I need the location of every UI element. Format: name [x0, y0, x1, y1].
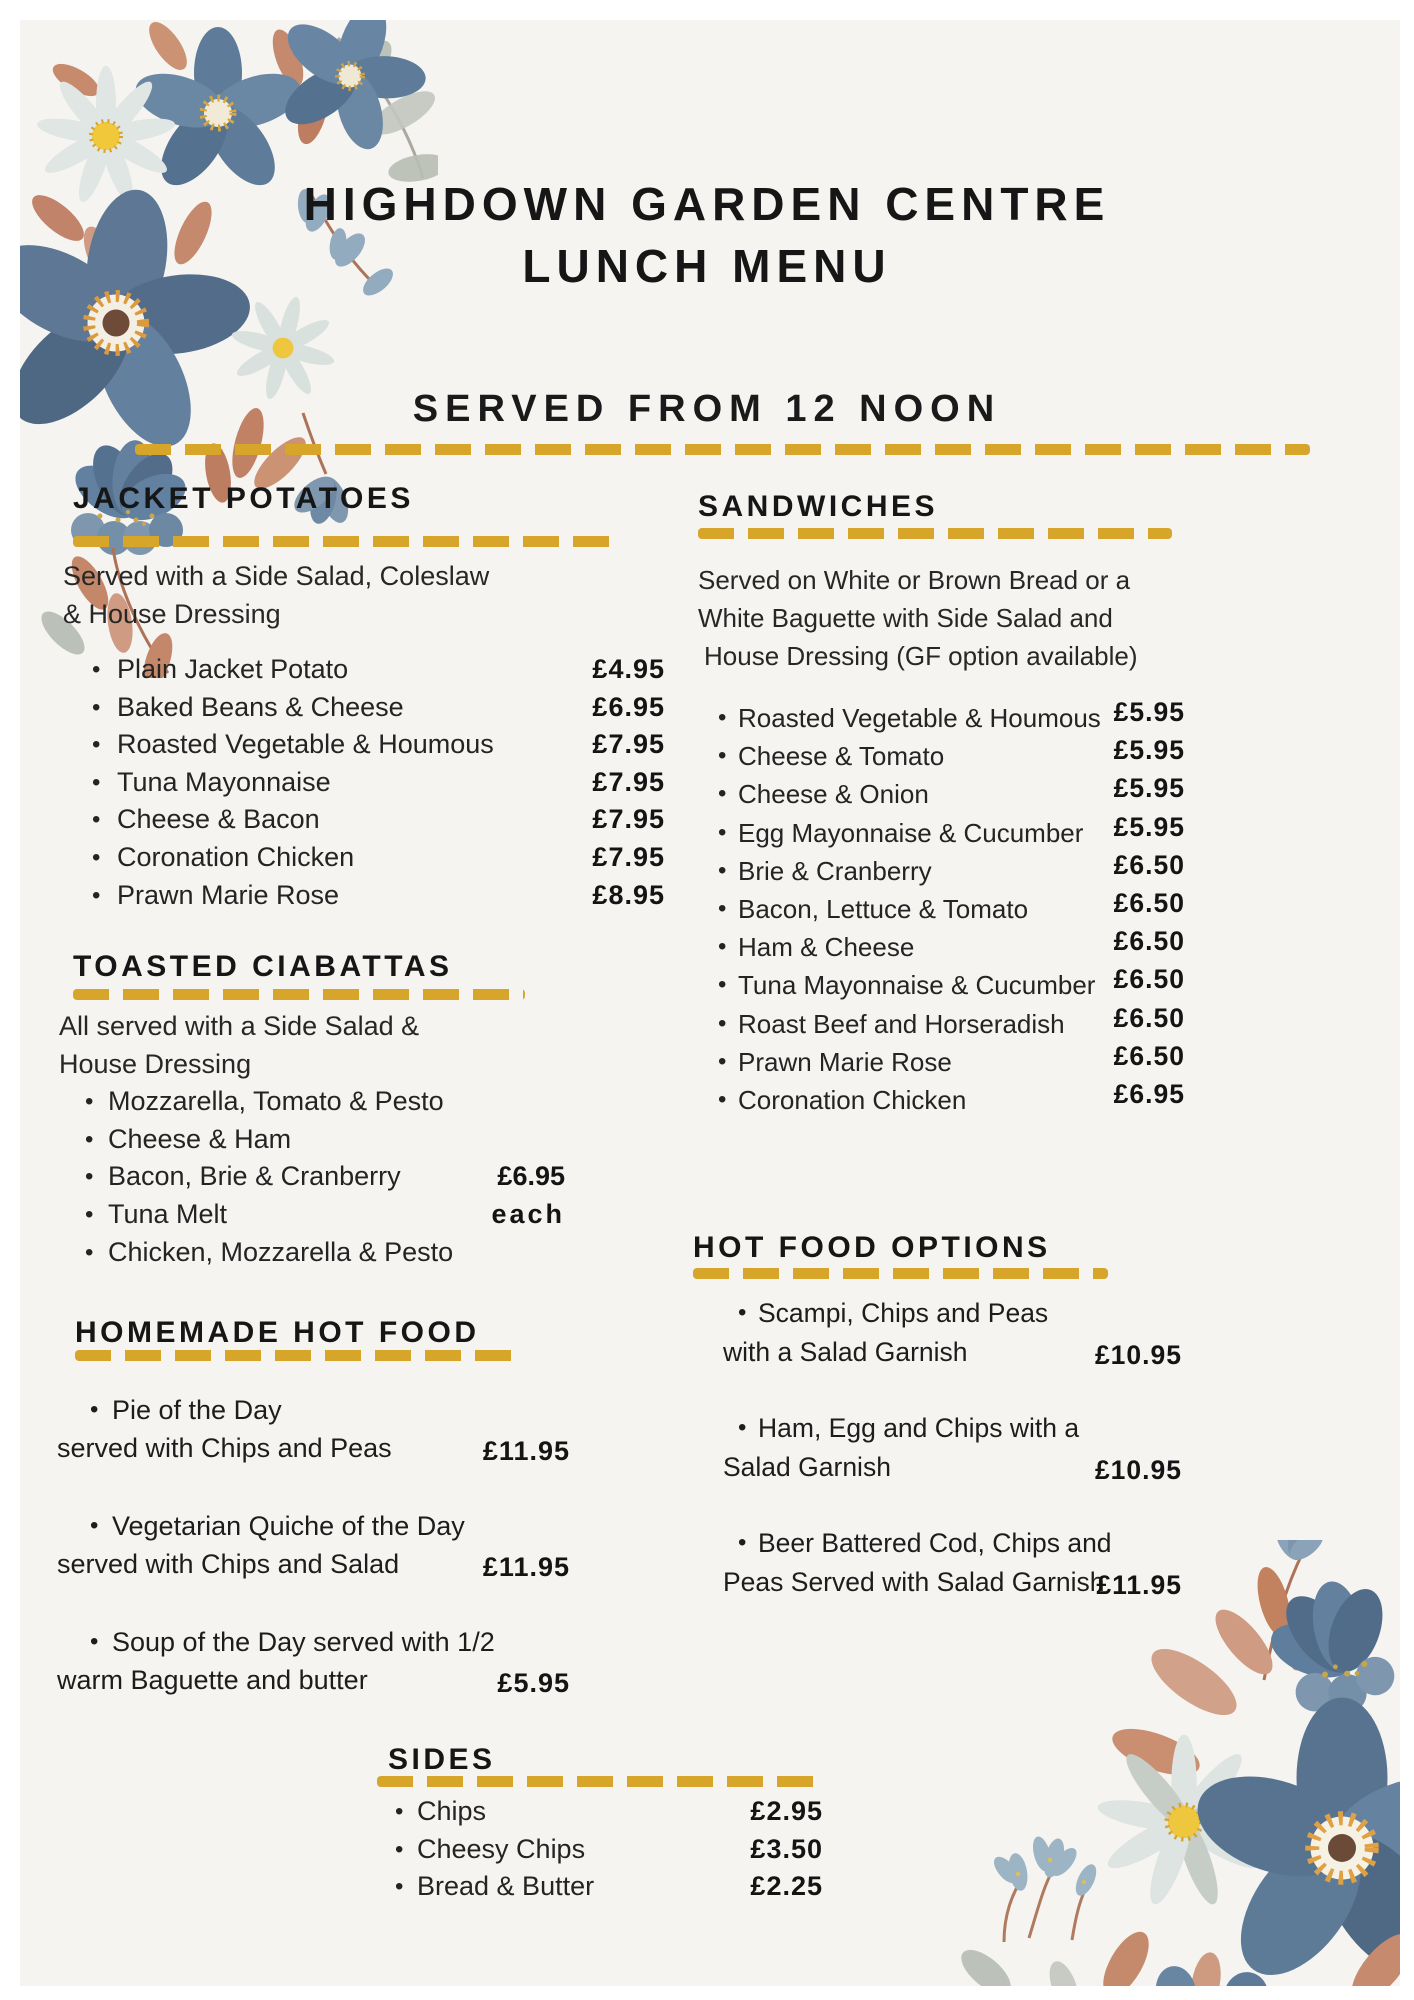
item-price: £10.95 [1094, 1455, 1182, 1485]
item-name: Tuna Melt [108, 1199, 228, 1230]
bullet-icon: • [718, 856, 727, 884]
menu-item [73, 839, 665, 877]
bullet-icon: • [85, 1238, 94, 1266]
menu-item [698, 775, 1185, 813]
section-toasted-ciabattas [59, 948, 565, 1272]
item-name: Bacon, Brie & Cranberry [108, 1161, 401, 1192]
menu-item [698, 1002, 1185, 1043]
item-name: Egg Mayonnaise & Cucumber [738, 817, 1084, 848]
section-description: Served on White or Brown Bread or a White Baguette with Side Salad and House Dressing (GF option available) [698, 565, 1138, 671]
gold-dashed-divider [73, 536, 618, 547]
section-description: All served with a Side Salad & House Dressing [59, 1011, 420, 1079]
item-price: £11.95 [482, 1436, 570, 1466]
bullet-icon: • [90, 1396, 99, 1423]
item-price: £11.95 [1096, 1570, 1182, 1600]
item-line1: Pie of the Day [112, 1395, 282, 1425]
item-price: £5.95 [1113, 811, 1185, 842]
item-name: Tuna Mayonnaise & Cucumber [738, 970, 1096, 1001]
bullet-icon: • [90, 1512, 99, 1539]
menu-item [57, 1391, 570, 1467]
menu-item [698, 849, 1185, 890]
bullet-icon: • [92, 881, 101, 909]
item-price: £6.50 [1113, 888, 1185, 919]
item-name: Roasted Vegetable & Houmous [738, 703, 1101, 733]
item-name: Chips [417, 1796, 487, 1826]
section-heading: HOT FOOD OPTIONS [693, 1231, 1051, 1264]
bullet-icon: • [90, 1628, 99, 1655]
item-name: Brie & Cranberry [738, 855, 932, 886]
item-line1: Scampi, Chips and Peas [758, 1298, 1049, 1328]
bullet-icon: • [718, 895, 727, 923]
item-price: £5.95 [497, 1668, 570, 1698]
item-price: £2.25 [750, 1871, 823, 1901]
bullet-icon: • [718, 704, 727, 731]
menu-item [377, 1831, 823, 1869]
bullet-icon: • [718, 780, 727, 808]
menu-item [377, 1793, 823, 1831]
item-line1: Vegetarian Quiche of the Day [112, 1511, 465, 1541]
item-price: £6.95 [592, 691, 665, 722]
item-name: Bread & Butter [417, 1871, 595, 1901]
gold-dashed-divider [698, 528, 1172, 539]
item-line2: served with Chips and Salad [57, 1549, 400, 1579]
item-price: £5.95 [1113, 735, 1185, 766]
bullet-icon: • [395, 1873, 404, 1900]
menu-item [698, 699, 1185, 737]
item-price: £6.50 [1113, 926, 1185, 957]
bullet-icon: • [85, 1125, 94, 1153]
bullet-icon: • [85, 1201, 94, 1229]
menu-item [698, 737, 1185, 775]
item-price: £4.95 [592, 654, 665, 684]
item-name: Coronation Chicken [738, 1085, 967, 1116]
gold-dashed-divider [73, 989, 525, 1000]
section-description: Served with a Side Salad, Coleslaw & House Dressing [63, 561, 490, 629]
item-name: Coronation Chicken [117, 841, 355, 872]
item-price: £7.95 [592, 841, 665, 872]
item-name: Baked Beans & Cheese [117, 691, 404, 722]
menu-item-list [693, 1294, 1182, 1601]
menu-item-list [377, 1793, 823, 1906]
item-line1: Beer Battered Cod, Chips and [758, 1528, 1112, 1558]
section-sides [377, 1744, 823, 1906]
menu-item [73, 651, 665, 689]
item-name: Ham & Cheese [738, 932, 915, 963]
bullet-icon: • [92, 768, 101, 796]
menu-item [698, 890, 1185, 928]
menu-item-list [698, 699, 1185, 1119]
menu-item [693, 1294, 1182, 1371]
bullet-icon: • [738, 1414, 747, 1441]
item-name: Prawn Marie Rose [117, 879, 340, 910]
item-price: £5.95 [1113, 697, 1185, 727]
menu-item [73, 764, 665, 802]
item-name: Cheese & Tomato [738, 741, 945, 772]
menu-item [73, 726, 665, 764]
section-heading: TOASTED CIABATTAS [73, 950, 453, 983]
bullet-icon: • [85, 1163, 94, 1191]
bullet-icon: • [92, 731, 101, 759]
item-line1: Ham, Egg and Chips with a [758, 1413, 1080, 1443]
section-sandwiches [698, 488, 1185, 1119]
item-name: Bacon, Lettuce & Tomato [738, 894, 1029, 925]
item-name: Cheese & Ham [108, 1123, 292, 1154]
item-price: £7.95 [592, 766, 665, 797]
item-price: £8.95 [592, 879, 665, 910]
menu-item [57, 1623, 570, 1699]
menu-item [73, 877, 665, 915]
section-homemade-hot-food [57, 1314, 570, 1739]
item-name: Cheese & Bacon [117, 804, 320, 835]
item-price: £2.95 [750, 1796, 823, 1826]
item-price: £6.95 [1113, 1079, 1185, 1110]
item-price: £6.50 [1113, 964, 1185, 995]
menu-item [693, 1409, 1182, 1486]
menu-item-list [73, 651, 665, 914]
item-name: Roast Beef and Horseradish [738, 1008, 1065, 1039]
bullet-icon: • [92, 806, 101, 834]
item-price: £11.95 [482, 1552, 570, 1582]
bullet-icon: • [738, 1529, 747, 1556]
menu-item [73, 1121, 565, 1159]
bullet-icon: • [92, 693, 101, 721]
item-price: £3.50 [750, 1833, 823, 1864]
item-price: £6.50 [1113, 1002, 1185, 1033]
item-line2: Salad Garnish [723, 1451, 891, 1482]
menu-item [73, 1083, 565, 1121]
item-name: Cheesy Chips [417, 1833, 586, 1864]
menu-title-line2: LUNCH MENU [522, 240, 892, 292]
menu-item-list [57, 1391, 570, 1699]
bullet-icon: • [718, 933, 727, 961]
bullet-icon: • [718, 742, 727, 770]
item-name: Mozzarella, Tomato & Pesto [108, 1086, 444, 1116]
bullet-icon: • [738, 1299, 747, 1326]
item-name: Chicken, Mozzarella & Pesto [108, 1236, 454, 1267]
item-name: Cheese & Onion [738, 779, 929, 810]
gold-dashed-divider-top [135, 444, 1310, 455]
menu-item [698, 928, 1185, 966]
item-line2: Peas Served with Salad Garnish [723, 1566, 1105, 1597]
bullet-icon: • [718, 1086, 727, 1114]
gold-dashed-divider [693, 1268, 1108, 1279]
item-name: Plain Jacket Potato [117, 654, 349, 684]
section-heading: HOMEMADE HOT FOOD [75, 1316, 480, 1349]
menu-item [693, 1524, 1182, 1601]
section-jacket-potatoes [63, 480, 665, 914]
bullet-icon: • [395, 1835, 404, 1863]
menu-item [698, 1081, 1185, 1119]
gold-dashed-divider [377, 1776, 823, 1787]
bullet-icon: • [718, 1009, 727, 1037]
menu-item [698, 966, 1185, 1004]
bullet-icon: • [92, 656, 101, 683]
item-price: £7.95 [592, 804, 665, 835]
section-hot-food-options [693, 1229, 1182, 1639]
section-heading: JACKET POTATOES [73, 482, 414, 515]
menu-item [73, 801, 665, 839]
item-name: Prawn Marie Rose [738, 1046, 952, 1077]
item-price: £6.50 [1113, 849, 1185, 880]
served-from-note: SERVED FROM 12 NOON [412, 388, 1002, 430]
menu-item [73, 1234, 565, 1272]
section-heading: SANDWICHES [698, 490, 939, 523]
bullet-icon: • [85, 1088, 94, 1115]
menu-item [57, 1507, 570, 1583]
bullet-icon: • [718, 1047, 727, 1075]
item-line1: Soup of the Day served with 1/2 [112, 1627, 495, 1657]
menu-item [698, 1040, 1185, 1081]
item-price: £5.95 [1113, 773, 1185, 804]
bullet-icon: • [718, 818, 727, 846]
menu-item [73, 689, 665, 727]
menu-title-line1: HIGHDOWN GARDEN CENTRE [303, 178, 1111, 230]
item-name: Tuna Mayonnaise [117, 766, 331, 797]
bullet-icon: • [92, 843, 101, 871]
item-line2: served with Chips and Peas [57, 1433, 392, 1463]
item-name: Roasted Vegetable & Houmous [117, 729, 494, 760]
bullet-icon: • [395, 1798, 404, 1825]
item-line2: with a Salad Garnish [723, 1336, 968, 1367]
bullet-icon: • [718, 971, 727, 999]
section-heading: SIDES [388, 1743, 496, 1776]
item-price: £10.95 [1094, 1340, 1182, 1370]
item-price: £6.50 [1113, 1040, 1185, 1071]
item-line2: warm Baguette and butter [57, 1665, 368, 1695]
menu-item [698, 811, 1185, 852]
menu-item [377, 1868, 823, 1906]
group-price: £6.95 each [491, 1161, 565, 1229]
item-price: £7.95 [592, 729, 665, 760]
